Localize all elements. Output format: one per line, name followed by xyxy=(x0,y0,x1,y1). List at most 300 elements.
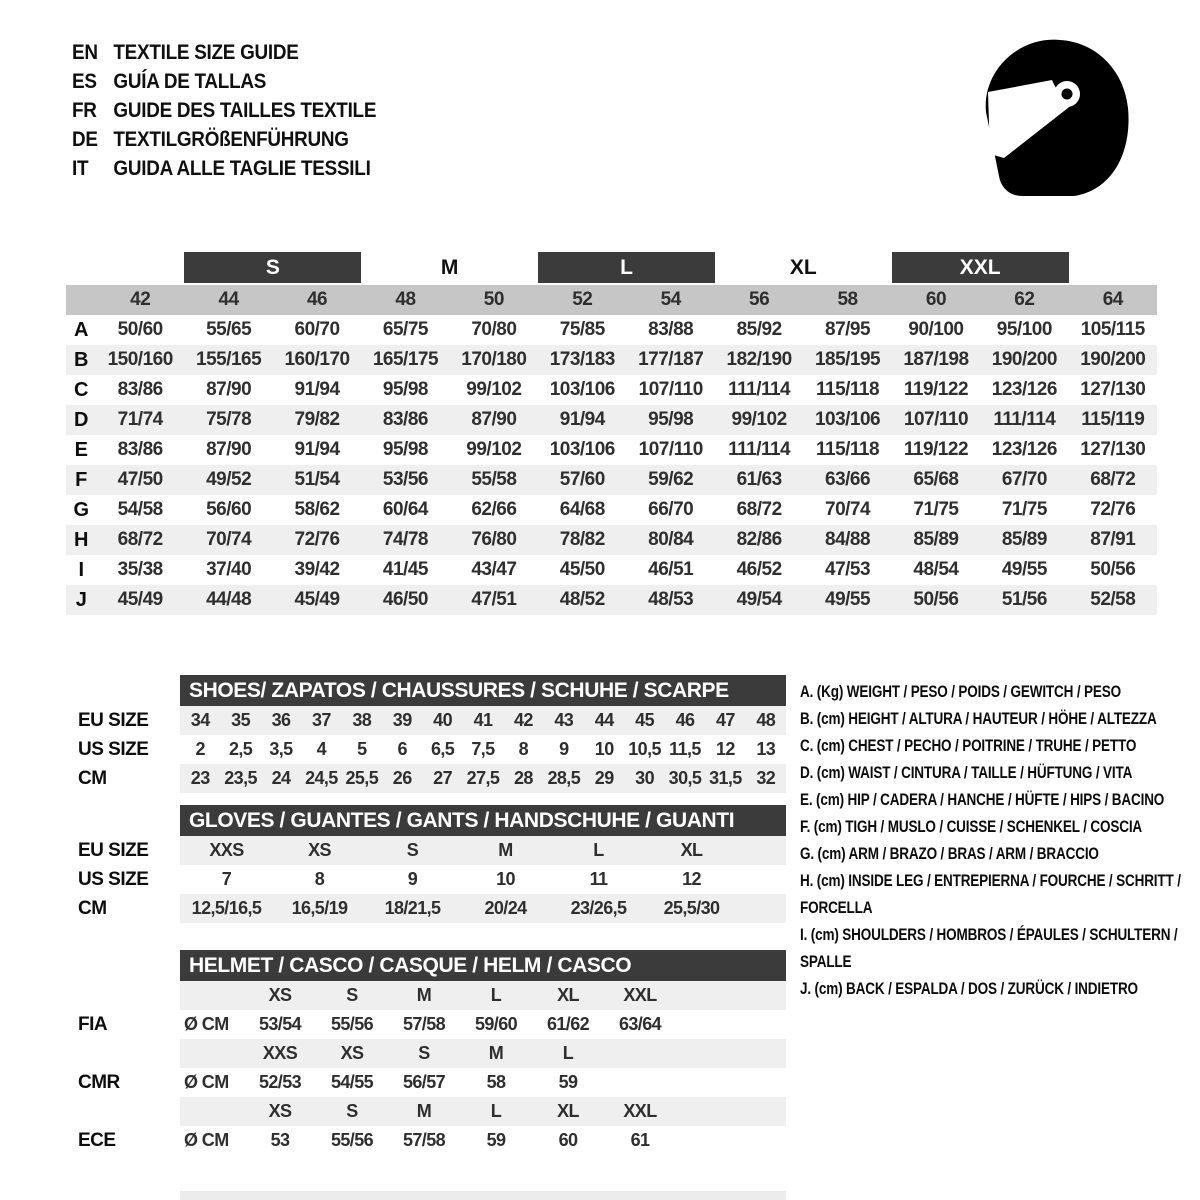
sub-row-values xyxy=(180,706,786,735)
measurement-value: 63/66 xyxy=(825,469,871,490)
measurement-value: 43/47 xyxy=(471,559,517,580)
sub-value: 47 xyxy=(715,710,735,730)
sub-value: 46 xyxy=(675,710,695,730)
sub-value: S xyxy=(406,840,419,860)
language-row xyxy=(72,67,376,96)
helmet-values xyxy=(180,1010,786,1039)
measurement-value: 62/66 xyxy=(471,499,517,520)
measurement-value: 115/119 xyxy=(1081,409,1145,430)
helmet-value: 57/58 xyxy=(402,1130,446,1150)
size-number: 46 xyxy=(306,289,328,310)
helmet-value: 61 xyxy=(630,1130,650,1150)
legend-item: B. (cm) HEIGHT / ALTURA / HAUTEUR / HÖHE / ALTEZZA xyxy=(800,710,1157,728)
measurement-value: 91/94 xyxy=(294,379,340,400)
measurement-value: 39/42 xyxy=(294,559,340,580)
measurement-value: 177/187 xyxy=(638,349,704,370)
sub-value: 44 xyxy=(594,710,614,730)
sub-value: 24,5 xyxy=(305,768,338,788)
sub-value: 32 xyxy=(756,768,776,788)
sub-value: 8 xyxy=(518,739,529,759)
language-row xyxy=(72,154,376,183)
measurement-value: 87/90 xyxy=(206,439,252,460)
language-row xyxy=(72,96,376,125)
sub-value: XS xyxy=(308,840,331,860)
measurement-value: 58/62 xyxy=(294,499,340,520)
corner-cell xyxy=(66,285,96,315)
row-letter: H xyxy=(74,528,88,551)
sub-value: 9 xyxy=(559,739,569,759)
measurement-value: 49/54 xyxy=(736,589,782,610)
measurement-value: 95/98 xyxy=(382,379,428,400)
sub-row-label: EU SIZE xyxy=(78,839,149,861)
measurement-value: 49/55 xyxy=(825,589,871,610)
measurement-value: 107/110 xyxy=(638,379,703,400)
sub-value: 30,5 xyxy=(668,768,702,788)
sub-row-label: EU SIZE xyxy=(78,709,149,731)
measurement-value: 35/38 xyxy=(117,559,163,580)
measurement-value: 85/89 xyxy=(1001,529,1047,550)
textile-size-table xyxy=(66,252,1157,615)
language-label: TEXTILE SIZE GUIDE xyxy=(113,40,299,64)
sub-row-values xyxy=(180,836,786,865)
sub-value: 18/21,5 xyxy=(384,898,441,918)
helmet-size xyxy=(604,1039,676,1068)
measurement-value: 59/62 xyxy=(648,469,694,490)
standard-label: FIA xyxy=(78,1013,108,1035)
sub-value: 16,5/19 xyxy=(291,898,348,918)
language-label: TEXTILGRÖßENFÜHRUNG xyxy=(113,127,349,151)
sub-value: 34 xyxy=(190,710,210,730)
sub-value: 40 xyxy=(433,710,452,730)
measurement-value: 53/56 xyxy=(382,469,428,490)
sub-row-label xyxy=(66,1097,180,1126)
helmet-size: L xyxy=(562,1043,574,1063)
measurement-value: 71/75 xyxy=(913,499,959,520)
measurement-value: 103/106 xyxy=(549,379,615,400)
measurement-value: 72/76 xyxy=(294,529,340,550)
legend-item: I. (cm) SHOULDERS / HOMBROS / ÉPAULES / SCHULTERN / SPALLE xyxy=(800,926,1178,971)
measurement-value: 46/51 xyxy=(648,559,694,580)
helmet-value: 54/55 xyxy=(330,1072,374,1092)
measurement-value: 37/40 xyxy=(206,559,252,580)
helmet-size: XXL xyxy=(623,1101,657,1121)
measurement-value: 55/58 xyxy=(471,469,517,490)
measurement-value: 66/70 xyxy=(648,499,694,520)
measurement-value: 87/90 xyxy=(206,379,252,400)
measurement-value: 107/110 xyxy=(903,409,969,430)
measurement-value: 79/82 xyxy=(294,409,340,430)
unit-prefix: Ø CM xyxy=(184,1130,229,1150)
measurement-value: 70/74 xyxy=(206,529,252,550)
sub-value: 6 xyxy=(397,739,407,759)
measurement-value: 75/85 xyxy=(559,319,605,340)
measurement-row-f xyxy=(66,465,1157,495)
measurement-value: 111/114 xyxy=(728,439,791,460)
sub-value: 23 xyxy=(190,768,210,788)
measurement-value: 50/60 xyxy=(117,319,163,340)
measurement-value: 83/86 xyxy=(117,379,163,400)
measurement-value: 95/100 xyxy=(996,319,1052,340)
sub-value: 23,5 xyxy=(224,768,257,788)
helmet-size: XXS xyxy=(262,1043,298,1063)
measurement-value: 65/68 xyxy=(913,469,959,490)
sub-row-values xyxy=(180,735,786,764)
helmet-value: 57/58 xyxy=(402,1014,446,1034)
sub-value: 12,5/16,5 xyxy=(191,898,262,918)
helmet-value: 61/62 xyxy=(546,1014,590,1034)
measurement-value: 95/98 xyxy=(648,409,694,430)
helmet-rows xyxy=(66,981,786,1155)
main-table-rows xyxy=(66,315,1157,615)
sub-value: 35 xyxy=(231,710,250,730)
measurement-value: 44/48 xyxy=(206,589,252,610)
sub-value: 37 xyxy=(311,710,331,730)
size-band-xxl: XXL xyxy=(892,252,1069,283)
measurement-value: 187/198 xyxy=(903,349,969,370)
measurement-value: 99/102 xyxy=(466,379,522,400)
row-letter: D xyxy=(74,408,88,431)
measurement-value: 182/190 xyxy=(726,349,792,370)
sub-row-us-size xyxy=(66,735,786,764)
row-letter: C xyxy=(74,378,88,401)
sub-value: 20/24 xyxy=(484,898,527,918)
measurement-value: 170/180 xyxy=(461,349,527,370)
measurement-row-h xyxy=(66,525,1157,555)
helmet-size: S xyxy=(418,1043,430,1063)
sub-value: 2 xyxy=(195,739,205,759)
measurement-row-d xyxy=(66,405,1157,435)
row-letter: F xyxy=(75,468,87,491)
row-letter: G xyxy=(73,498,89,521)
shoes-rows xyxy=(66,706,786,793)
measurement-value: 55/65 xyxy=(206,319,252,340)
helmet-values xyxy=(180,1068,786,1097)
size-number: 52 xyxy=(572,289,593,310)
measurement-value: 47/51 xyxy=(471,589,517,610)
language-code: DE xyxy=(72,127,98,151)
helmet-value xyxy=(604,1068,676,1097)
measurement-value: 127/130 xyxy=(1080,439,1146,460)
helmet-size: L xyxy=(490,1101,502,1121)
sub-value: 6,5 xyxy=(430,739,455,759)
measurement-value: 68/72 xyxy=(736,499,782,520)
sub-value: 5 xyxy=(357,739,367,759)
measurement-value: 82/86 xyxy=(736,529,782,550)
sub-value: 25,5/30 xyxy=(663,898,720,918)
size-number: 58 xyxy=(837,289,858,310)
sub-row-cm xyxy=(66,894,786,923)
helmet-sizes xyxy=(180,981,786,1010)
sub-value: XXS xyxy=(209,840,244,860)
measurement-value: 119/122 xyxy=(903,439,969,460)
measurement-value: 70/80 xyxy=(471,319,517,340)
row-letter: B xyxy=(74,348,88,371)
size-number: 56 xyxy=(749,289,770,310)
sub-value: 3,5 xyxy=(269,739,293,759)
measurement-value: 49/55 xyxy=(1001,559,1047,580)
helmet-value: 58 xyxy=(486,1072,506,1092)
empty-cell xyxy=(180,981,244,1010)
measurement-value: 103/106 xyxy=(814,409,881,430)
sub-value: 42 xyxy=(513,710,533,730)
measurement-value: 83/86 xyxy=(117,439,163,460)
language-code: FR xyxy=(72,98,97,122)
measurement-value: 115/118 xyxy=(815,379,880,400)
helmet-table xyxy=(66,950,786,1155)
size-number: 48 xyxy=(395,289,416,310)
measurement-value: 71/74 xyxy=(117,409,163,430)
measurement-value: 165/175 xyxy=(372,349,439,370)
size-band-m: M xyxy=(440,255,459,279)
measurement-row-e xyxy=(66,435,1157,465)
sub-value: 39 xyxy=(392,710,412,730)
sub-value: 48 xyxy=(756,710,776,730)
language-label: GUIDA ALLE TAGLIE TESSILI xyxy=(113,156,371,180)
sub-value: 9 xyxy=(407,869,418,889)
helmet-size: XXL xyxy=(623,985,657,1005)
helmet-sizes xyxy=(180,1097,786,1126)
measurement-value: 78/82 xyxy=(559,529,605,550)
helmet-table-title: HELMET / CASCO / CASQUE / HELM / CASCO xyxy=(180,950,786,981)
sub-row-label: US SIZE xyxy=(78,868,149,890)
measurement-value: 48/54 xyxy=(913,559,959,580)
measurement-value: 74/78 xyxy=(382,529,428,550)
measurement-value: 173/183 xyxy=(549,349,615,370)
sub-row-values xyxy=(180,894,786,923)
measurement-value: 71/75 xyxy=(1001,499,1047,520)
measurement-value: 111/114 xyxy=(993,409,1056,430)
measurement-value: 76/80 xyxy=(471,529,517,550)
language-row xyxy=(72,125,376,154)
measurement-value: 105/115 xyxy=(1080,319,1145,340)
helmet-size: M xyxy=(416,1101,432,1121)
unit-prefix: Ø CM xyxy=(184,1014,229,1034)
sub-value: 13 xyxy=(756,739,776,759)
sub-value: 7 xyxy=(221,869,232,889)
measurement-value: 45/50 xyxy=(559,559,605,580)
sub-value: 43 xyxy=(554,710,574,730)
helmet-size-row-cmr xyxy=(66,1039,786,1068)
row-letter: E xyxy=(74,438,88,461)
helmet-value: 59 xyxy=(558,1072,578,1092)
size-band-l: L xyxy=(538,252,715,283)
sub-row-us-size xyxy=(66,865,786,894)
sub-value: 27 xyxy=(433,768,452,788)
measurement-value: 127/130 xyxy=(1080,379,1146,400)
measurement-value: 68/72 xyxy=(117,529,163,550)
size-number: 62 xyxy=(1014,289,1035,310)
helmet-size: XL xyxy=(557,1101,579,1121)
sub-value: 24 xyxy=(271,768,291,788)
legend-item: A. (Kg) WEIGHT / PESO / POIDS / GEWITCH / PESO xyxy=(800,683,1121,701)
measurement-value: 190/200 xyxy=(991,349,1057,370)
helmet-value-row-fia xyxy=(66,1010,786,1039)
measurement-value: 51/56 xyxy=(1001,589,1047,610)
sub-row-eu-size xyxy=(66,706,786,735)
measurement-value: 48/52 xyxy=(559,589,605,610)
sub-value: 10 xyxy=(496,869,515,889)
measurement-value: 91/94 xyxy=(559,409,605,430)
size-number: 50 xyxy=(483,289,504,310)
size-band-s: S xyxy=(184,252,361,283)
measurement-value: 52/58 xyxy=(1090,589,1136,610)
legend-item: G. (cm) ARM / BRAZO / BRAS / ARM / BRACCIO xyxy=(800,845,1099,863)
legend-item: D. (cm) WAIST / CINTURA / TAILLE / HÜFTUNG / VITA xyxy=(800,764,1133,782)
helmet-value: 52/53 xyxy=(258,1072,302,1092)
measurement-value: 103/106 xyxy=(549,439,615,460)
standard-label: ECE xyxy=(78,1129,116,1151)
measurement-value: 155/165 xyxy=(196,349,262,370)
measurement-value: 60/70 xyxy=(294,319,340,340)
helmet-value: 63/64 xyxy=(618,1014,662,1034)
measurement-value: 185/195 xyxy=(814,349,881,370)
measurement-value: 68/72 xyxy=(1090,469,1136,490)
sub-row-cm xyxy=(66,764,786,793)
row-letter: I xyxy=(78,558,84,581)
measurement-value: 50/56 xyxy=(913,589,959,610)
sub-value: 30 xyxy=(635,768,654,788)
helmet-sizes xyxy=(180,1039,786,1068)
helmet-size: M xyxy=(488,1043,504,1063)
measurement-value: 47/53 xyxy=(825,559,871,580)
measurement-value: 99/102 xyxy=(466,439,522,460)
sub-value: 23/26,5 xyxy=(570,898,627,918)
size-number: 54 xyxy=(660,289,681,310)
measurement-value: 84/88 xyxy=(825,529,871,550)
sub-value: 31,5 xyxy=(709,768,742,788)
gloves-rows xyxy=(66,836,786,923)
language-label: GUÍA DE TALLAS xyxy=(113,69,267,93)
measurement-value: 57/60 xyxy=(559,469,605,490)
measurement-value: 87/95 xyxy=(825,319,871,340)
measurement-value: 160/170 xyxy=(284,349,350,370)
sub-row-label: CM xyxy=(78,767,107,789)
measurement-value: 91/94 xyxy=(294,439,340,460)
measurement-value: 190/200 xyxy=(1080,349,1146,370)
unit-prefix: Ø CM xyxy=(184,1072,229,1092)
measurement-value: 119/122 xyxy=(903,379,969,400)
helmet-value: 55/56 xyxy=(330,1014,374,1034)
measurement-value: 150/160 xyxy=(107,349,173,370)
measurement-row-c xyxy=(66,375,1157,405)
helmet-size: XS xyxy=(268,985,292,1005)
sub-value: 11 xyxy=(589,869,608,889)
shoes-table-title: SHOES/ ZAPATOS / CHAUSSURES / SCHUHE / SCARPE xyxy=(180,675,786,706)
measurement-value: 47/50 xyxy=(117,469,163,490)
legend-item: H. (cm) INSIDE LEG / ENTREPIERNA / FOURCHE / SCHRITT / FORCELLA xyxy=(800,872,1181,917)
helmet-size: S xyxy=(346,985,358,1005)
helmet-size: XL xyxy=(557,985,579,1005)
helmet-size: XS xyxy=(268,1101,292,1121)
measurement-value: 46/50 xyxy=(382,589,428,610)
measurement-value: 72/76 xyxy=(1090,499,1136,520)
sub-row-values xyxy=(180,865,786,894)
helmet-size: XS xyxy=(340,1043,364,1063)
language-list xyxy=(72,38,376,183)
measurement-row-b xyxy=(66,345,1157,375)
language-code: IT xyxy=(72,156,89,180)
measurement-value: 61/63 xyxy=(736,469,782,490)
measurement-value: 87/90 xyxy=(471,409,517,430)
row-letter: A xyxy=(74,318,88,341)
measurement-value: 107/110 xyxy=(638,439,703,460)
sub-value: 28 xyxy=(513,768,533,788)
measurement-value: 115/118 xyxy=(815,439,880,460)
helmet-values xyxy=(180,1126,786,1155)
legend-item: C. (cm) CHEST / PECHO / POITRINE / TRUHE / PETTO xyxy=(800,737,1137,755)
helmet-value: 53 xyxy=(270,1130,290,1150)
measurement-value: 95/98 xyxy=(382,439,428,460)
language-label: GUIDE DES TAILLES TEXTILE xyxy=(113,98,377,122)
sub-value: 12 xyxy=(682,869,701,889)
measurement-value: 64/68 xyxy=(559,499,605,520)
legend-item: F. (cm) TIGH / MUSLO / CUISSE / SCHENKEL / COSCIA xyxy=(800,818,1143,836)
measurement-row-a xyxy=(66,315,1157,345)
size-number: 44 xyxy=(218,289,239,310)
helmet-value: 59/60 xyxy=(474,1014,518,1034)
sub-value: 26 xyxy=(392,768,412,788)
sub-value: XL xyxy=(680,840,703,860)
language-row xyxy=(72,38,376,67)
measurement-value: 111/114 xyxy=(728,379,791,400)
helmet-value: 59 xyxy=(486,1130,506,1150)
sub-row-values xyxy=(180,764,786,793)
sub-row-label xyxy=(66,1039,180,1068)
helmet-value: 60 xyxy=(558,1130,578,1150)
sub-row-label: CM xyxy=(78,897,107,919)
measurement-value: 45/49 xyxy=(117,589,163,610)
racing-helmet-icon xyxy=(980,38,1132,204)
helmet-size: M xyxy=(416,985,432,1005)
measurement-value: 123/126 xyxy=(991,379,1057,400)
helmet-value: 53/54 xyxy=(258,1014,302,1034)
measurement-value: 49/52 xyxy=(206,469,252,490)
measurement-value: 67/70 xyxy=(1001,469,1047,490)
shoes-table xyxy=(66,675,786,793)
measurement-value: 65/75 xyxy=(382,319,428,340)
sub-value: 11,5 xyxy=(669,739,701,759)
sub-value: 8 xyxy=(314,869,325,889)
size-band-xl: XL xyxy=(789,255,817,279)
helmet-value-row-cmr xyxy=(66,1068,786,1097)
measurement-value: 46/52 xyxy=(736,559,782,580)
sub-value: 7,5 xyxy=(471,739,495,759)
gloves-table xyxy=(66,805,786,923)
empty-cell xyxy=(180,1039,244,1068)
sub-value: 12 xyxy=(715,739,735,759)
measurement-value: 54/58 xyxy=(117,499,163,520)
measurement-value: 56/60 xyxy=(206,499,252,520)
size-number-row xyxy=(66,285,1157,315)
helmet-size: L xyxy=(490,985,502,1005)
size-number: 60 xyxy=(925,289,947,310)
racing-helmet-icon-svg xyxy=(980,38,1132,200)
measurement-value: 90/100 xyxy=(908,319,964,340)
sub-row-label: US SIZE xyxy=(78,738,149,760)
measurement-value: 51/54 xyxy=(294,469,340,490)
measurement-value: 75/78 xyxy=(206,409,252,430)
measurement-value: 80/84 xyxy=(648,529,694,550)
measurement-value: 87/91 xyxy=(1090,529,1136,550)
measurement-value: 99/102 xyxy=(731,409,787,430)
helmet-value: 56/57 xyxy=(402,1072,446,1092)
sub-value: 27,5 xyxy=(466,768,500,788)
sub-value: L xyxy=(593,840,604,860)
measurement-value: 85/89 xyxy=(913,529,959,550)
measurement-value: 83/88 xyxy=(648,319,694,340)
language-code: EN xyxy=(72,40,98,64)
measurement-value: 48/53 xyxy=(648,589,694,610)
